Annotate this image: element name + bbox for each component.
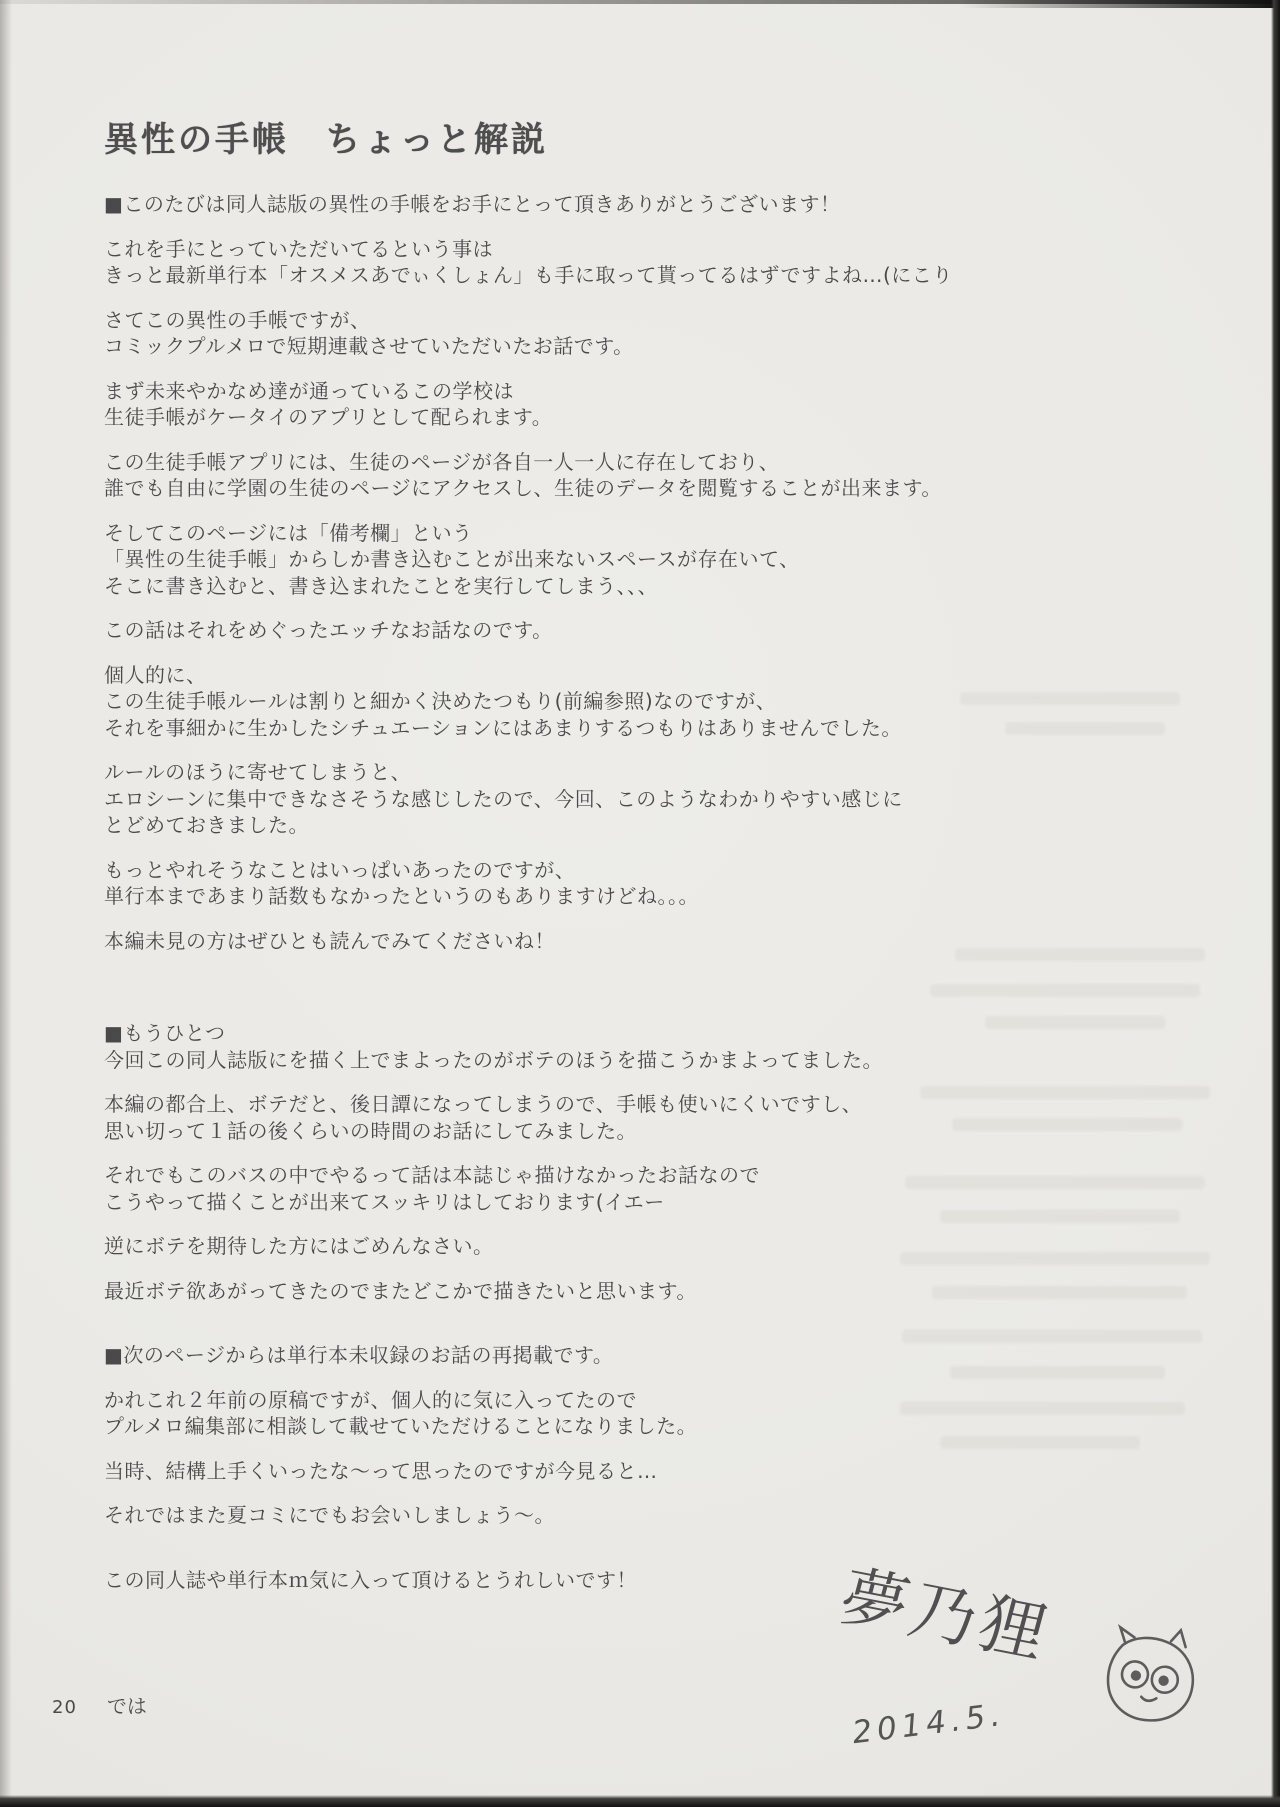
- text-line: ■もうひとつ: [104, 1021, 226, 1045]
- text-line: きっと最新単行本「オスメスあでぃくしょん」も手に取って貰ってるはずですよね…(にこり: [104, 263, 953, 287]
- signature-date: 2014.5.: [850, 1696, 1007, 1752]
- scan-corner-top-right: [960, 0, 1280, 8]
- scan-edge-left: [0, 0, 12, 1807]
- text-line: 生徒手帳がケータイのアプリとして配られます。: [104, 405, 553, 429]
- text-line: ■次のページからは単行本未収録のお話の再掲載です。: [104, 1343, 614, 1367]
- paragraph: [104, 1458, 964, 1485]
- scan-edge-top: [0, 0, 1280, 4]
- paragraph: [104, 662, 964, 742]
- paragraph-section-more: [104, 1020, 964, 1073]
- paragraph: [104, 1233, 964, 1260]
- text-line: ルールのほうに寄せてしまうと、: [104, 760, 412, 784]
- text-line: この生徒手帳ルールは割りと細かく決めたつもり(前編参照)なのですが、: [104, 689, 777, 713]
- bleedthrough-smudge: [930, 984, 1200, 997]
- text-line: これを手にとっていただいてるという事は: [104, 236, 494, 261]
- author-signature: [828, 1548, 1258, 1788]
- text-line: こうやって描くことが出来てスッキリはしております(イエー: [104, 1189, 665, 1214]
- paragraph: [104, 928, 964, 955]
- text-line: さてこの異性の手帳ですが、: [104, 307, 371, 332]
- page-title: 異性の手帳 ちょっと解説: [104, 120, 548, 160]
- paragraph: [104, 759, 964, 839]
- text-line: 「異性の生徒手帳」からしか書き込むことが出来ないスペースが存在いて、: [104, 547, 800, 571]
- text-line: 逆にボテを期待した方にはごめんなさい。: [104, 1234, 494, 1258]
- text-line: この同人誌や単行本ｍ気に入って頂けるとうれしいです！: [104, 1567, 637, 1592]
- paragraph: [104, 857, 964, 910]
- text-line: この生徒手帳アプリには、生徒のページが各自一人一人に存在しており、: [104, 449, 780, 474]
- bleedthrough-smudge: [952, 1118, 1182, 1131]
- text-line: 当時、結構上手くいったな～って思ったのですが今見ると…: [104, 1458, 658, 1483]
- text-line: まず未来やかなめ達が通っているこの学校は: [104, 378, 514, 403]
- text-line: もっとやれそうなことはいっぱいあったのですが、: [104, 857, 576, 882]
- paragraph: [104, 617, 964, 644]
- text-line: とどめておきました。: [104, 813, 309, 837]
- bleedthrough-smudge: [1005, 722, 1165, 735]
- paragraph: [104, 1387, 964, 1440]
- text-line: そこに書き込むと、書き込まれたことを実行してしまう、、、: [104, 573, 658, 598]
- tanuki-doodle-icon: [1091, 1617, 1210, 1736]
- bleedthrough-smudge: [932, 1286, 1187, 1299]
- paragraph: [104, 520, 964, 600]
- bleedthrough-smudge: [960, 692, 1180, 705]
- text-line: プルメロ編集部に相談して載せていただけることになりました。: [104, 1414, 698, 1438]
- bleedthrough-smudge: [950, 1366, 1165, 1379]
- text-line: この話はそれをめぐったエッチなお話なのです。: [104, 618, 553, 642]
- bleedthrough-smudge: [985, 1016, 1165, 1029]
- text-line: エロシーンに集中できなさそうな感じしたので、今回、このようなわかりやすい感じに: [104, 786, 903, 811]
- text-line: 今回この同人誌版にを描く上でまよったのがボテのほうを描こうかまよってました。: [104, 1047, 883, 1072]
- paragraph: [104, 191, 964, 218]
- text-line: 本編の都合上、ボテだと、後日譚になってしまうので、手帳も使いにくいですし、: [104, 1092, 863, 1116]
- text-line: 誰でも自由に学園の生徒のページにアクセスし、生徒のデータを閲覧することが出来ます。: [104, 476, 942, 500]
- bleedthrough-smudge: [940, 1436, 1140, 1449]
- page-number: 20: [52, 1697, 77, 1718]
- text-line: かれこれ２年前の原稿ですが、個人的に気に入ってたので: [104, 1387, 637, 1412]
- text-line: 思い切って１話の後くらいの時間のお話にしてみました。: [104, 1118, 637, 1143]
- text-line: 単行本まであまり話数もなかったというのもありますけどね。。。: [104, 884, 699, 908]
- paragraph: [104, 1278, 964, 1305]
- text-line: コミックプルメロで短期連載させていただいたお話です。: [104, 334, 634, 358]
- afterword-text-block: [104, 112, 964, 1611]
- signature-name: 夢乃狸: [832, 1557, 1059, 1673]
- scan-edge-right: [1271, 0, 1280, 1807]
- text-line: それではまた夏コミにでもお会いしましょう～。: [104, 1503, 555, 1527]
- scan-edge-bottom: [0, 1795, 1280, 1807]
- paragraph-section-reprint: [104, 1342, 964, 1369]
- paragraph: [104, 378, 964, 431]
- paragraph: [104, 307, 964, 360]
- footer-word: では: [106, 1694, 147, 1718]
- paragraph: [104, 449, 964, 502]
- text-line: ■このたびは同人誌版の異性の手帳をお手にとって頂きありがとうございます！: [104, 192, 841, 216]
- text-line: そしてこのページには「備考欄」という: [104, 520, 473, 545]
- bleedthrough-smudge: [940, 1210, 1180, 1223]
- text-line: 本編未見の方はぜひとも読んでみてくださいね！: [104, 928, 555, 953]
- text-line: それでもこのバスの中でやるって話は本誌じゃ描けなかったお話なので: [104, 1163, 760, 1187]
- paragraph: [104, 1502, 964, 1529]
- paragraph: [104, 236, 964, 289]
- bleedthrough-smudge: [955, 948, 1205, 961]
- paragraph: [104, 1091, 964, 1144]
- page-footer: [52, 1690, 147, 1719]
- text-line: 最近ボテ欲あがってきたのでまたどこかで描きたいと思います。: [104, 1278, 697, 1303]
- paragraph: [104, 1162, 964, 1215]
- text-line: 個人的に、: [104, 662, 207, 687]
- text-line: それを事細かに生かしたシチュエーションにはあまりするつもりはありませんでした。: [104, 715, 902, 740]
